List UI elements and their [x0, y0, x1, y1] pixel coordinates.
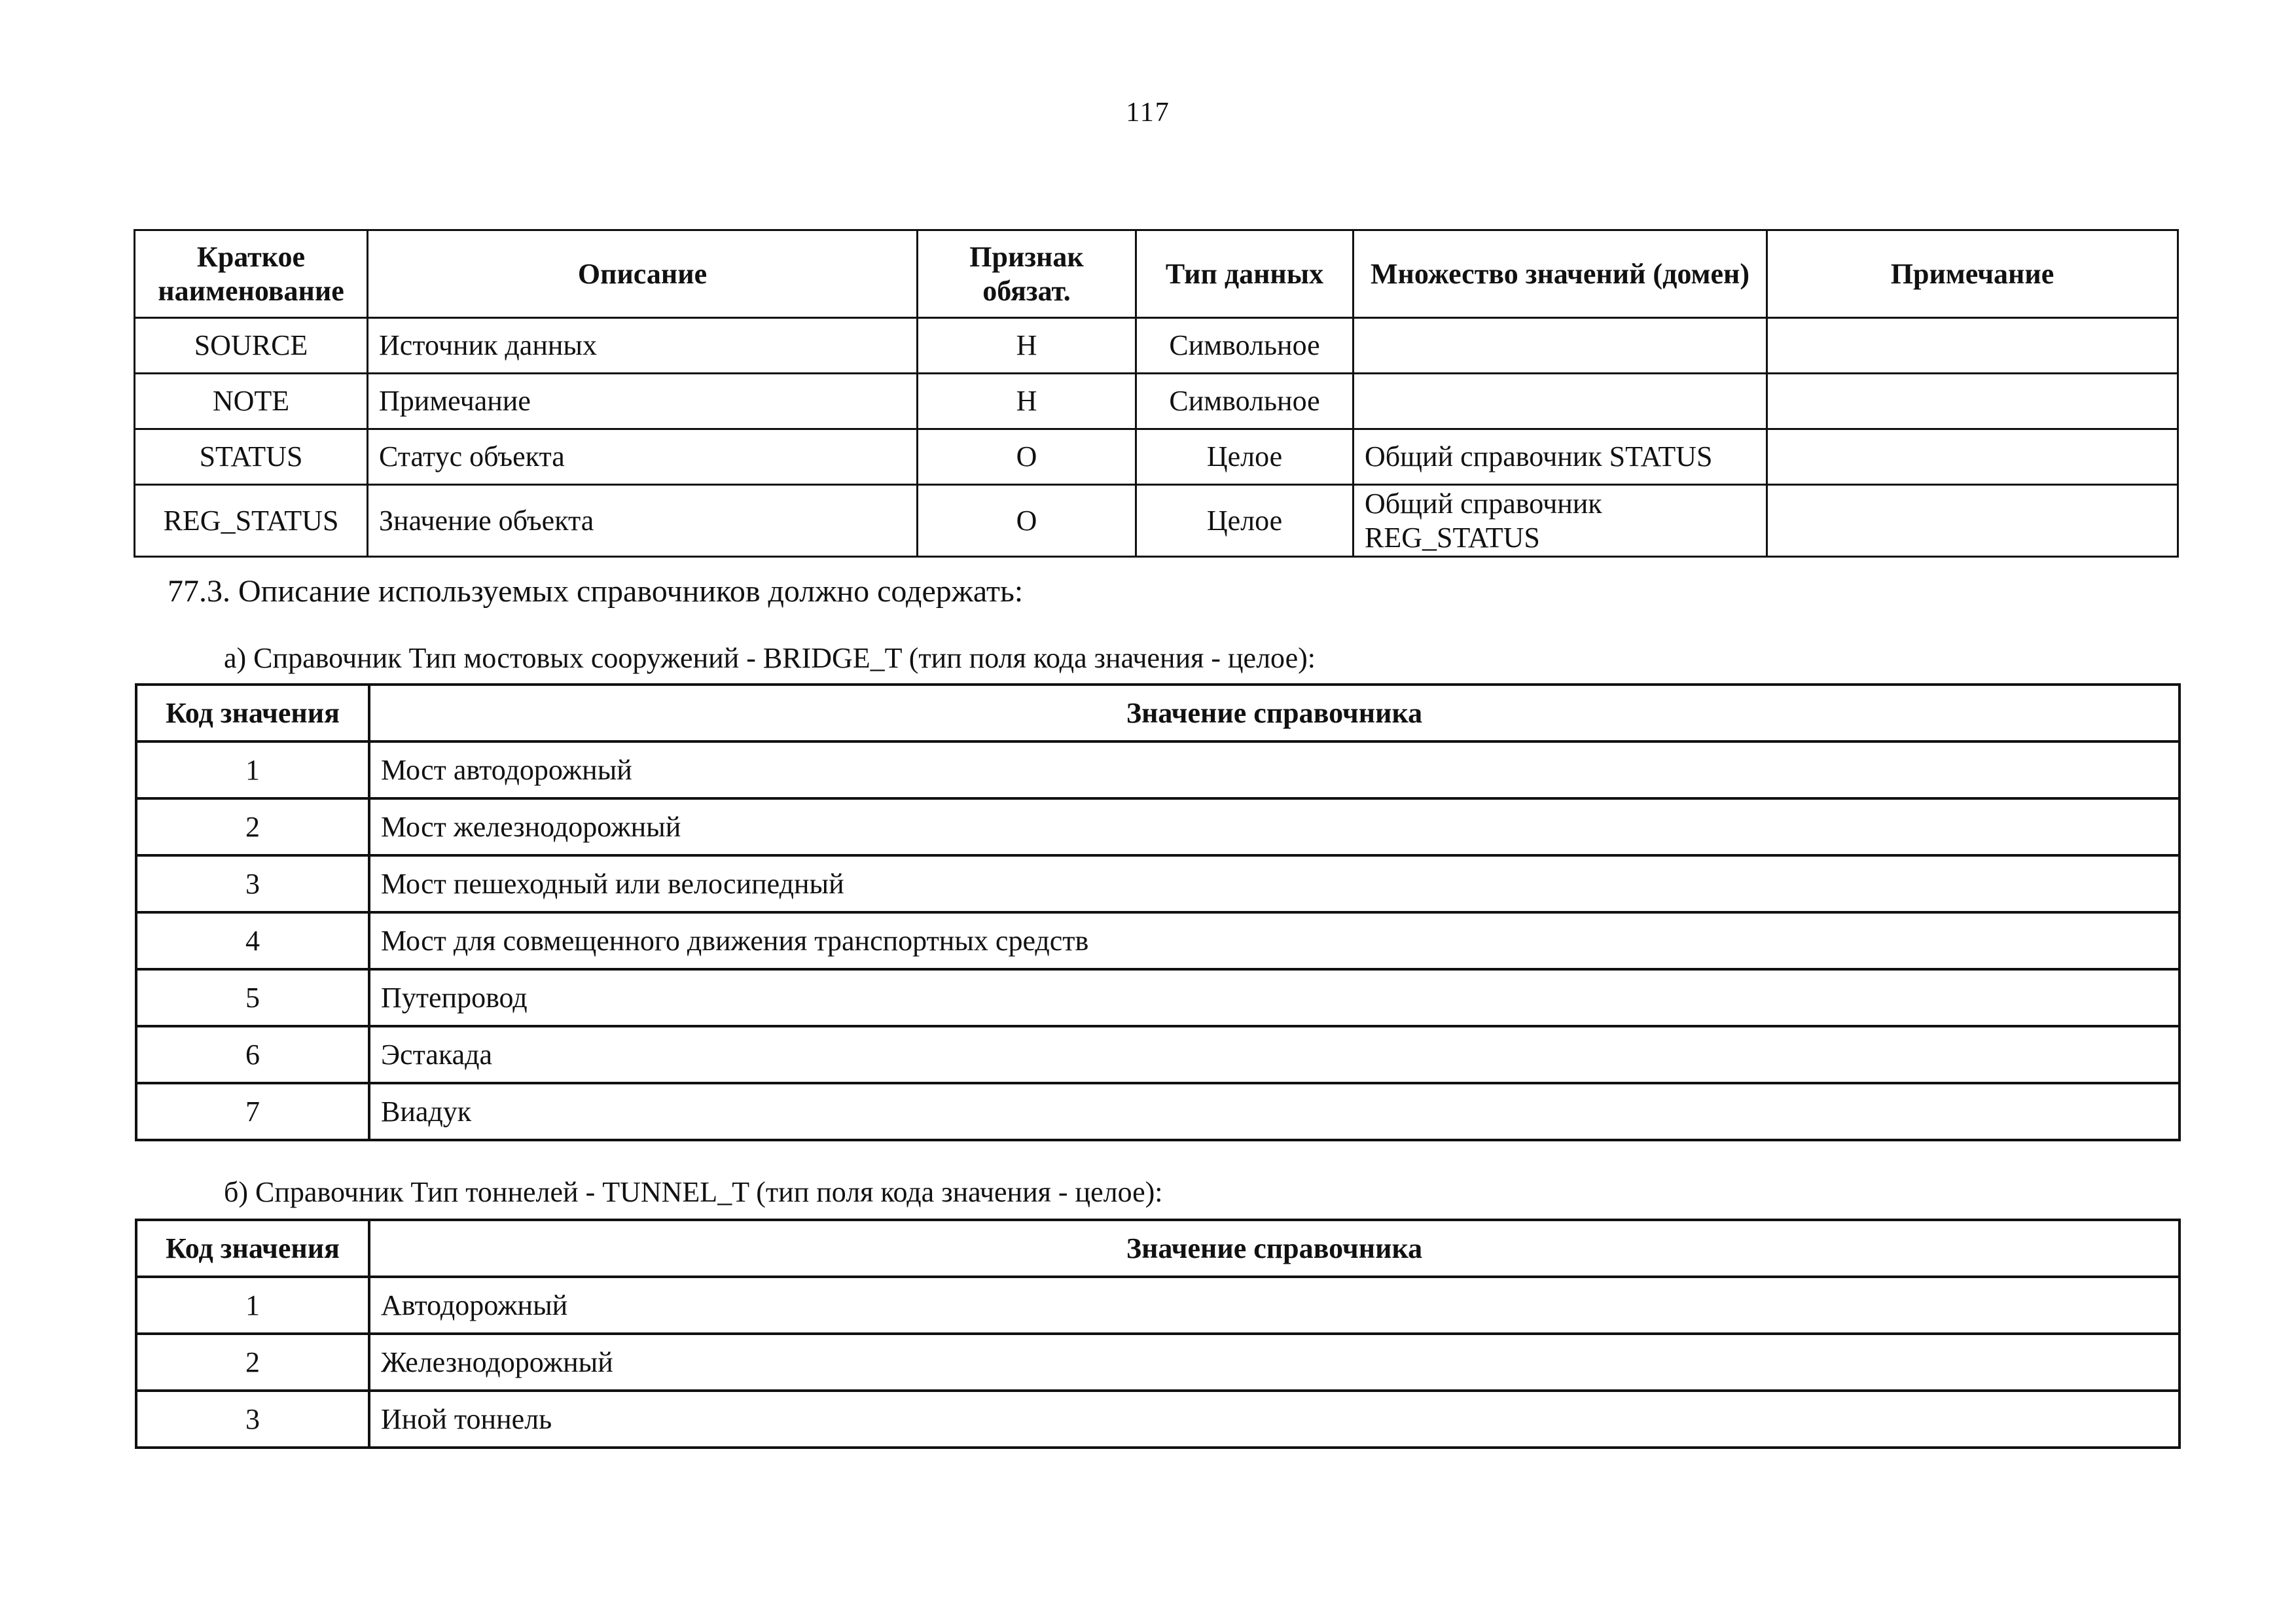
cell-value: Иной тоннель [369, 1391, 2179, 1448]
table-row [136, 855, 2179, 912]
cell-data-type: Целое [1136, 485, 1354, 557]
cell-domain: Общий справочник STATUS [1354, 429, 1767, 485]
table-row [136, 1334, 2179, 1391]
table-row [135, 374, 2178, 429]
section-paragraph: 77.3. Описание используемых справочников должно содержать: [168, 574, 1024, 609]
cell-note [1767, 429, 2178, 485]
cell-value: Железнодорожный [369, 1334, 2179, 1391]
header-value: Значение справочника [369, 1220, 2179, 1277]
table-row [136, 1277, 2179, 1334]
header-code: Код значения [136, 1220, 369, 1277]
cell-value: Мост автодорожный [369, 741, 2179, 798]
tunnel-caption: б) Справочник Тип тоннелей - TUNNEL_T (тип поля кода значения - целое): [224, 1176, 1163, 1208]
table-row [135, 485, 2178, 557]
cell-domain [1354, 374, 1767, 429]
cell-data-type: Символьное [1136, 374, 1354, 429]
cell-data-type: Символьное [1136, 318, 1354, 374]
cell-code: 6 [136, 1026, 369, 1083]
bridge-caption: а) Справочник Тип мостовых сооружений - BRIDGE_T (тип поля кода значения - целое): [224, 642, 1316, 674]
cell-value: Автодорожный [369, 1277, 2179, 1334]
cell-short-name: NOTE [135, 374, 368, 429]
cell-value: Мост железнодорожный [369, 798, 2179, 855]
table-row [136, 1083, 2179, 1140]
cell-description: Значение объекта [368, 485, 918, 557]
cell-code: 4 [136, 912, 369, 969]
tunnel-type-table [135, 1219, 2181, 1449]
cell-description: Примечание [368, 374, 918, 429]
header-domain: Множество значений (домен) [1354, 230, 1767, 318]
bridge-header-row [136, 685, 2179, 741]
bridge-type-table [135, 683, 2181, 1141]
cell-required: Н [918, 318, 1136, 374]
cell-domain: Общий справочник REG_STATUS [1354, 485, 1767, 557]
cell-code: 3 [136, 1391, 369, 1448]
table-row [136, 798, 2179, 855]
tunnel-header-row [136, 1220, 2179, 1277]
cell-code: 1 [136, 741, 369, 798]
cell-description: Статус объекта [368, 429, 918, 485]
cell-description: Источник данных [368, 318, 918, 374]
cell-code: 3 [136, 855, 369, 912]
cell-code: 2 [136, 798, 369, 855]
table-row [136, 1391, 2179, 1448]
header-value: Значение справочника [369, 685, 2179, 741]
table-row [136, 1026, 2179, 1083]
cell-value: Виадук [369, 1083, 2179, 1140]
cell-value: Эстакада [369, 1026, 2179, 1083]
cell-data-type: Целое [1136, 429, 1354, 485]
cell-code: 1 [136, 1277, 369, 1334]
cell-value: Мост пешеходный или велосипедный [369, 855, 2179, 912]
cell-short-name: STATUS [135, 429, 368, 485]
header-description: Описание [368, 230, 918, 318]
cell-short-name: SOURCE [135, 318, 368, 374]
header-data-type: Тип данных [1136, 230, 1354, 318]
cell-code: 7 [136, 1083, 369, 1140]
header-code: Код значения [136, 685, 369, 741]
cell-short-name: REG_STATUS [135, 485, 368, 557]
cell-required: О [918, 429, 1136, 485]
cell-value: Мост для совмещенного движения транспортных средств [369, 912, 2179, 969]
table-row [136, 969, 2179, 1026]
table-row [136, 912, 2179, 969]
table-row [135, 318, 2178, 374]
table-row [135, 429, 2178, 485]
cell-code: 5 [136, 969, 369, 1026]
attributes-table [134, 229, 2179, 558]
header-required: Признак обязат. [918, 230, 1136, 318]
cell-note [1767, 485, 2178, 557]
cell-note [1767, 374, 2178, 429]
header-note: Примечание [1767, 230, 2178, 318]
cell-value: Путепровод [369, 969, 2179, 1026]
cell-domain [1354, 318, 1767, 374]
cell-code: 2 [136, 1334, 369, 1391]
header-short-name: Краткое наименование [135, 230, 368, 318]
attributes-header-row [135, 230, 2178, 318]
cell-required: О [918, 485, 1136, 557]
cell-note [1767, 318, 2178, 374]
page-number: 117 [1126, 98, 1170, 128]
table-row [136, 741, 2179, 798]
cell-required: Н [918, 374, 1136, 429]
